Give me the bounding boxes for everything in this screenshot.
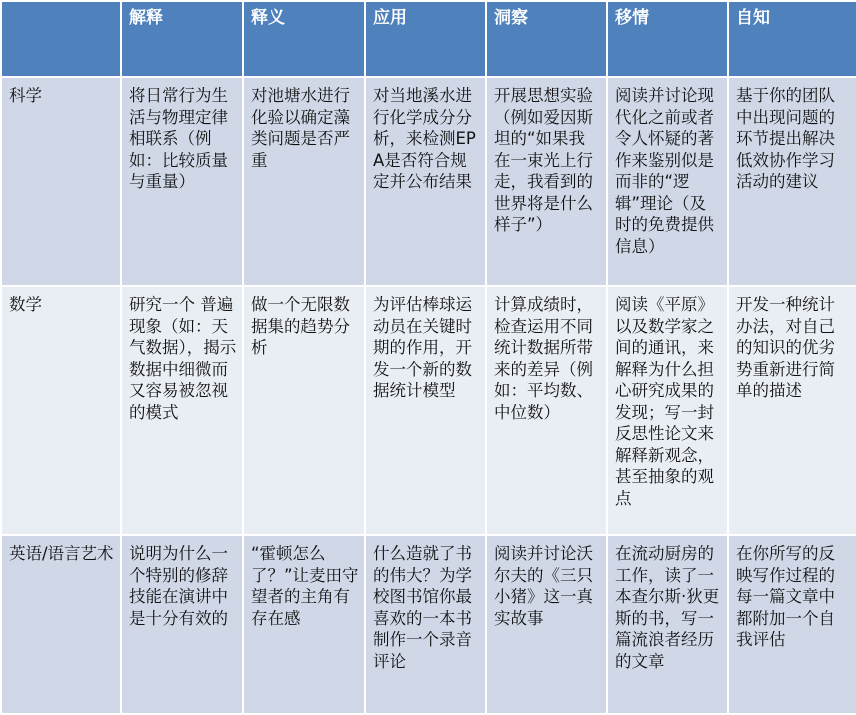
- column-header-empathy: 移情: [607, 1, 728, 77]
- table-cell: 在你所写的反映写作过程的每一篇文章中都附加一个自我评估: [728, 535, 856, 714]
- table-cell: 开展思想实验（例如爱因斯坦的“如果我在一束光上行走，我看到的世界将是什么样子”）: [486, 77, 607, 286]
- table-cell: 对当地溪水进行化学成分分析，来检测EPA是否符合规定并公布结果: [365, 77, 486, 286]
- table-cell: 计算成绩时，检查运用不同统计数据所带来的差异（例如：平均数、中位数）: [486, 286, 607, 535]
- column-header-interpretation: 释义: [243, 1, 365, 77]
- table-cell: 为评估棒球运动员在关键时期的作用，开发一个新的数据统计模型: [365, 286, 486, 535]
- table-cell: 对池塘水进行化验以确定藻类问题是否严重: [243, 77, 365, 286]
- column-header-application: 应用: [365, 1, 486, 77]
- table-cell: 基于你的团队中出现问题的环节提出解决低效协作学习活动的建议: [728, 77, 856, 286]
- row-header: 科学: [1, 77, 121, 286]
- header-row: [1, 1, 856, 77]
- header-corner: [1, 1, 121, 77]
- table-row-science: [1, 77, 856, 286]
- table-row-math: [1, 286, 856, 535]
- table-cell: “霍顿怎么了？”让麦田守望者的主角有存在感: [243, 535, 365, 714]
- table-cell: 做一个无限数据集的趋势分析: [243, 286, 365, 535]
- table-cell: 阅读《平原》以及数学家之间的通讯，来解释为什么担心研究成果的发现；写一封反思性论文来解释新观念，甚至抽象的观点: [607, 286, 728, 535]
- column-header-explanation: 解释: [121, 1, 243, 77]
- table-cell: 将日常行为生活与物理定律相联系（例如：比较质量与重量）: [121, 77, 243, 286]
- column-header-self-knowledge: 自知: [728, 1, 856, 77]
- table-cell: 开发一种统计办法，对自己的知识的优劣势重新进行简单的描述: [728, 286, 856, 535]
- table-cell: 什么造就了书的伟大？为学校图书馆你最喜欢的一本书制作一个录音评论: [365, 535, 486, 714]
- table-cell: 阅读并讨论沃尔夫的《三只小猪》这一真实故事: [486, 535, 607, 714]
- table-cell: 在流动厨房的工作，读了一本查尔斯·狄更斯的书，写一篇流浪者经历的文章: [607, 535, 728, 714]
- row-header: 数学: [1, 286, 121, 535]
- column-header-perspective: 洞察: [486, 1, 607, 77]
- table-row-english: [1, 535, 856, 714]
- table-cell: 研究一个 普遍现象（如：天气数据），揭示数据中细微而又容易被忽视的模式: [121, 286, 243, 535]
- table-cell: 阅读并讨论现代化之前或者令人怀疑的著作来鉴别似是而非的“逻辑”理论（及时的免费提供信息）: [607, 77, 728, 286]
- table-cell: 说明为什么一个特别的修辞技能在演讲中是十分有效的: [121, 535, 243, 714]
- row-header: 英语/语言艺术: [1, 535, 121, 714]
